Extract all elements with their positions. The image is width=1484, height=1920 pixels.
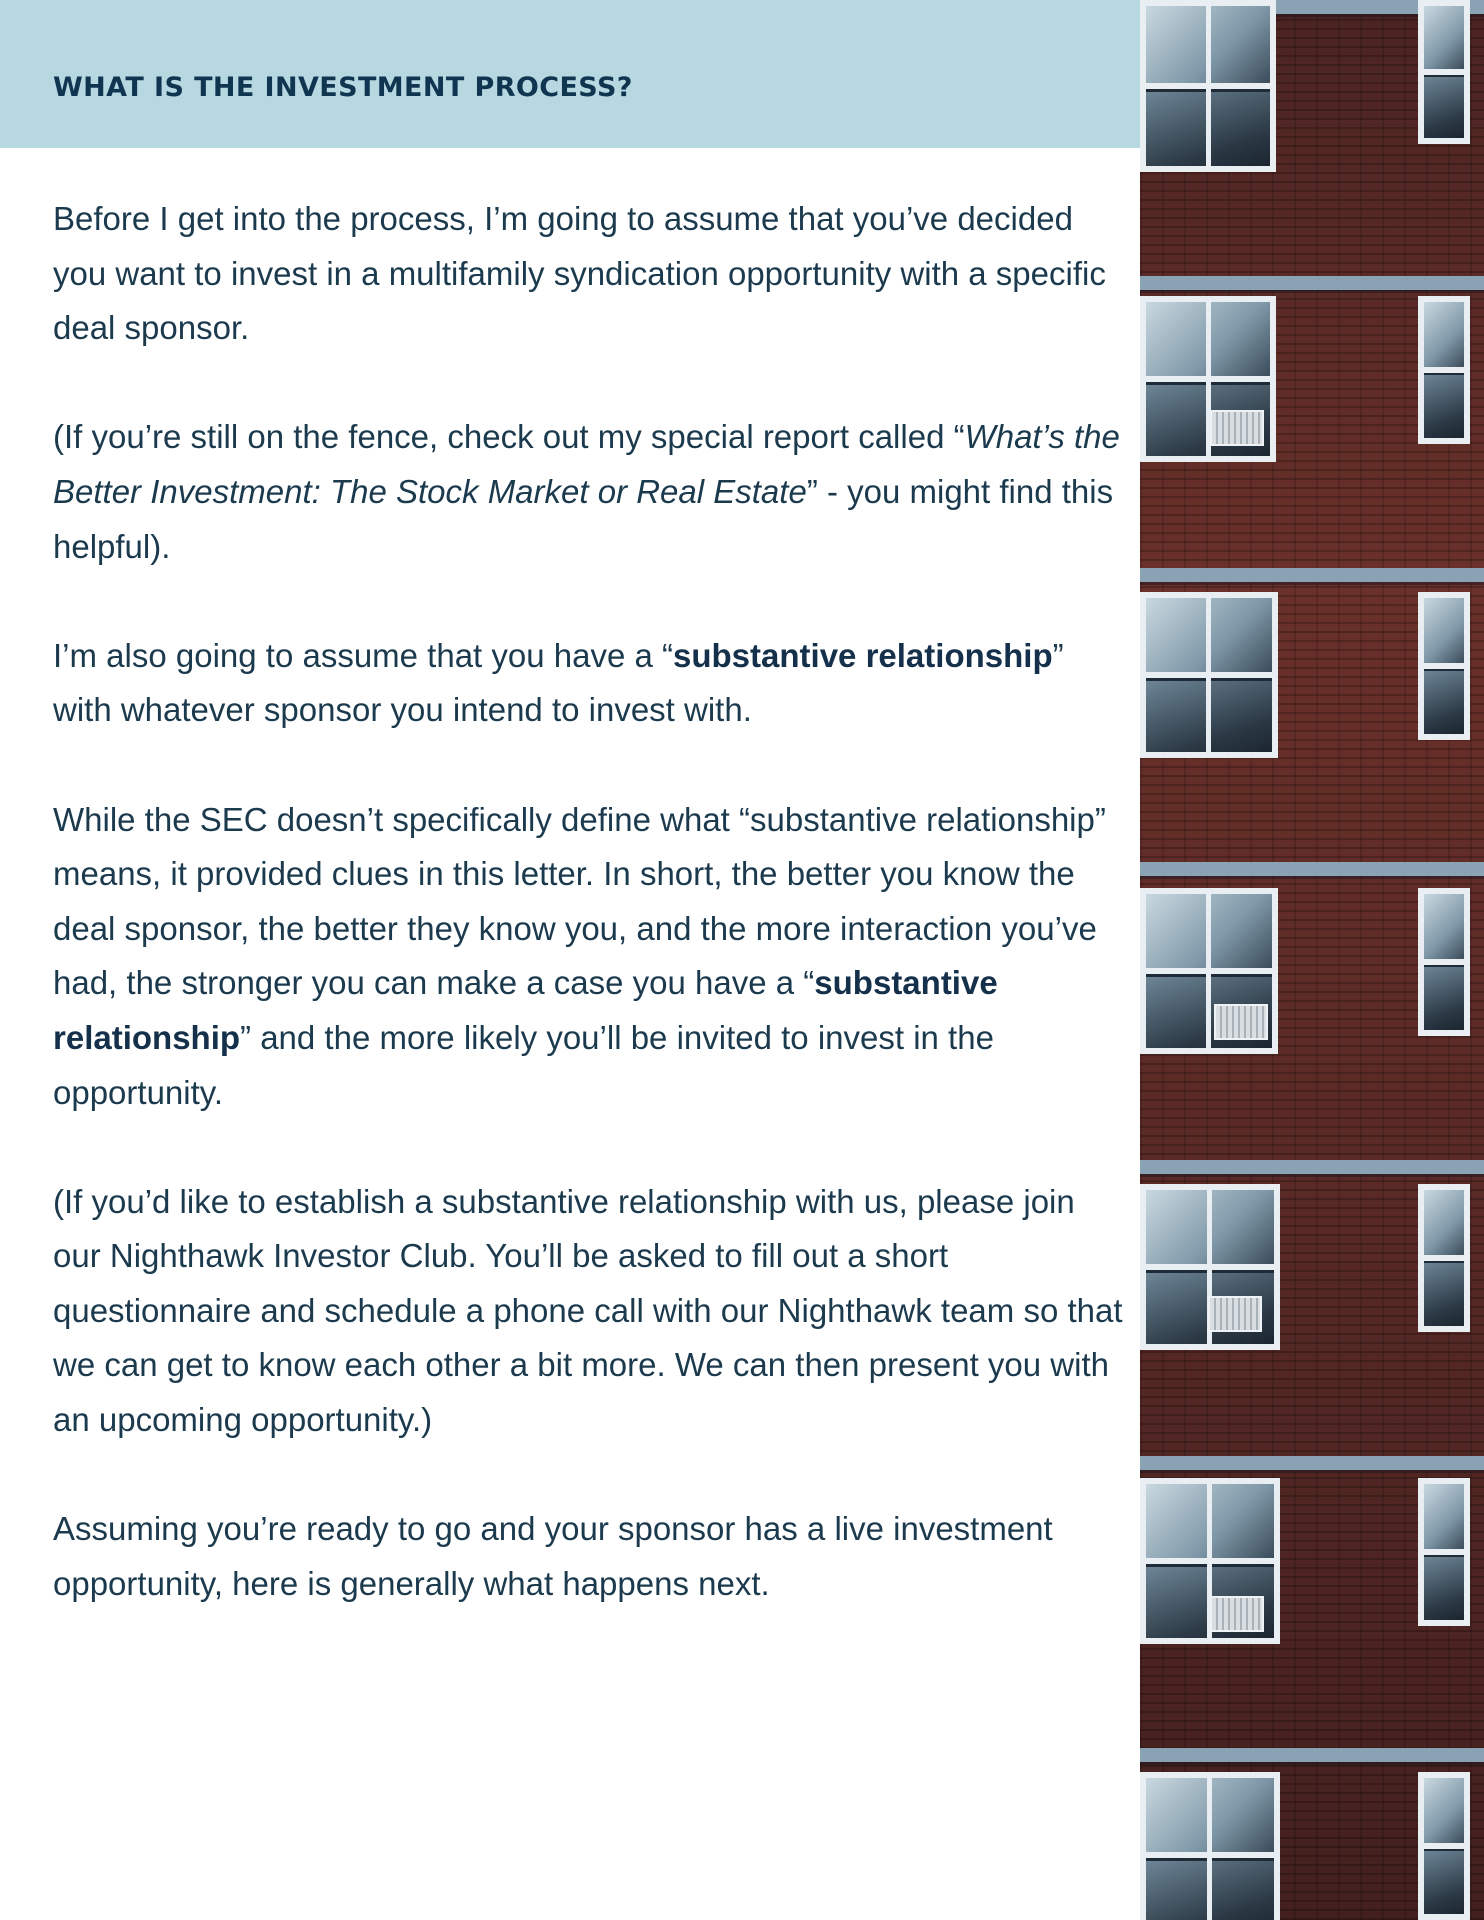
- air-conditioner: [1210, 410, 1264, 446]
- window: [1418, 1478, 1470, 1626]
- window: [1140, 592, 1278, 758]
- paragraph-text: ” and the more likely you’ll be invited to invest in the opportunity.: [53, 1018, 994, 1111]
- paragraph-text: (If you’d like to establish a substantive relationship with us, please join our Nighthawk Investor Club. You’ll be asked to fill out a short questionnaire and schedule a phone call with our Nighthawk team so that we can get to know each other a bit more. We can then present you with an upcoming opportunity.): [53, 1182, 1123, 1439]
- window: [1140, 1772, 1280, 1920]
- window: [1418, 296, 1470, 444]
- floor-ledge: [1140, 1748, 1484, 1762]
- paragraph-substantive-relationship: [53, 629, 1125, 738]
- paragraph-special-report: [53, 410, 1125, 574]
- paragraph-text: (If you’re still on the fence, check out my special report called “: [53, 418, 965, 456]
- body-text: [53, 192, 1125, 1666]
- floor-ledge: [1140, 568, 1484, 582]
- paragraph-text: I’m also going to assume that you have a “: [53, 636, 674, 674]
- paragraph-text: ” - you might find this helpful).: [53, 472, 1114, 565]
- window: [1418, 1772, 1470, 1920]
- section-title: WHAT IS THE INVESTMENT PROCESS?: [53, 72, 633, 103]
- paragraph-text: ” with whatever sponsor you intend to invest with.: [53, 636, 1064, 729]
- brick-building-photo: [1140, 0, 1484, 1920]
- floor-ledge: [1140, 276, 1484, 290]
- air-conditioner: [1210, 1596, 1264, 1632]
- paragraph-investor-club: [53, 1175, 1125, 1448]
- paragraph-text: Before I get into the process, I’m going to assume that you’ve decided you want to invest in a multifamily syndication opportunity with a specific deal sponsor.: [53, 200, 1106, 347]
- floor-ledge: [1140, 862, 1484, 876]
- window: [1418, 0, 1470, 144]
- floor-ledge: [1140, 1456, 1484, 1470]
- air-conditioner: [1214, 1004, 1268, 1040]
- floor-ledge: [1140, 1160, 1484, 1174]
- air-conditioner: [1208, 1296, 1262, 1332]
- bold-term: substantive relationship: [673, 636, 1053, 674]
- bold-term: substantive relationship: [53, 964, 998, 1056]
- paragraph-text: Assuming you’re ready to go and your sponsor has a live investment opportunity, here is generally what happens next.: [53, 1510, 1053, 1602]
- window: [1140, 0, 1276, 172]
- paragraph-next-steps: [53, 1502, 1125, 1611]
- report-title: What’s the Better Investment: The Stock Market or Real Estate: [53, 418, 1120, 510]
- window: [1418, 592, 1470, 740]
- paragraph-text: While the SEC doesn’t specifically define what “substantive relationship” means, it provided clues in this letter. In short, the better you know the deal sponsor, the better they know you, and the more interaction you’ve had, the stronger you can make a case you have a “: [53, 800, 1106, 1002]
- window: [1418, 1184, 1470, 1332]
- paragraph-sec-definition: [53, 793, 1125, 1121]
- window: [1418, 888, 1470, 1036]
- header-band: [0, 0, 1140, 148]
- paragraph-assumption: [53, 192, 1125, 356]
